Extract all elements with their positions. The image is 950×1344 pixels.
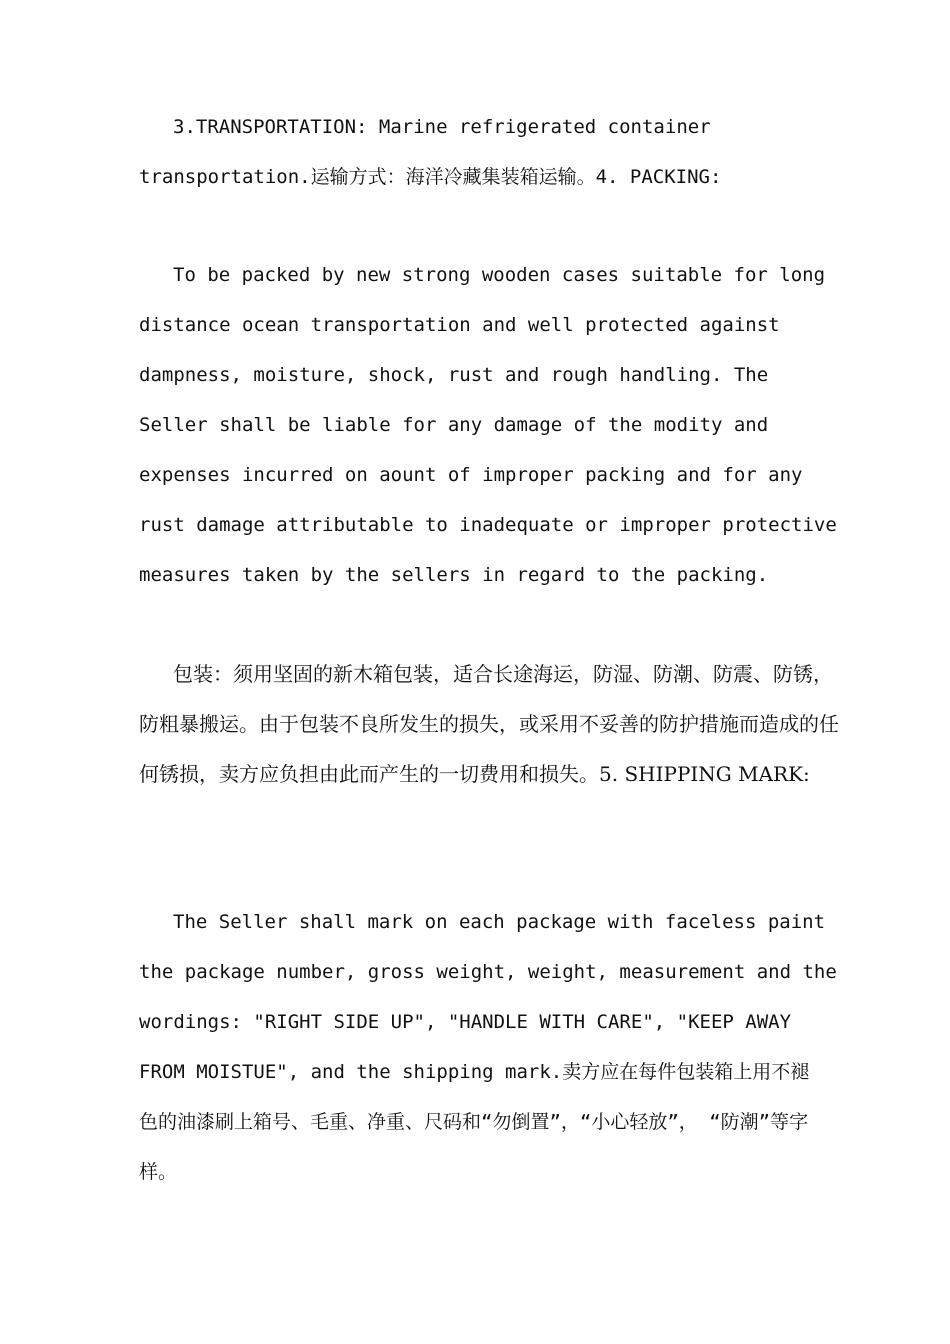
- paragraph-packing-english: To be packed by new strong wooden cases suitable for long distance ocean transportation and well protected against dampness, moisture, shock, rust and rough handling. The Seller shall be liable for any damage of the modity and expenses incurred on aount of improper packing and for any rust damage attributable to inadequate or improper protective measures taken by the sellers in regard to the packing.: [139, 264, 837, 586]
- paragraph-shipping-mark: The Seller shall mark on each package with faceless paint the package number, gross weight, weight, measurement and the wordings: "RIGHT SIDE UP", "HANDLE WITH CARE", "KEEP AWAY FROM MOISTUE", and the shipping mark.卖方应在每件包装箱上用不褪 色的油漆刷上箱号、毛重、净重、尺码和“勿倒置”，“小心轻放”， “防潮”等字样。: [139, 911, 837, 1183]
- paragraph-packing-chinese: 包装：须用坚固的新木箱包装，适合长途海运，防湿、防潮、防震、防锈，防粗暴搬运。由于包装不良所发生的损失，或采用不妥善的防护措施而造成的任何锈损，卖方应负担由此而产生的一切费用和损失。5. SHIPPING MARK:: [139, 662, 839, 786]
- paragraph-transportation: 3.TRANSPORTATION: Marine refrigerated container transportation.运输方式：海洋冷藏集装箱运输。4. PACKING:: [139, 116, 722, 188]
